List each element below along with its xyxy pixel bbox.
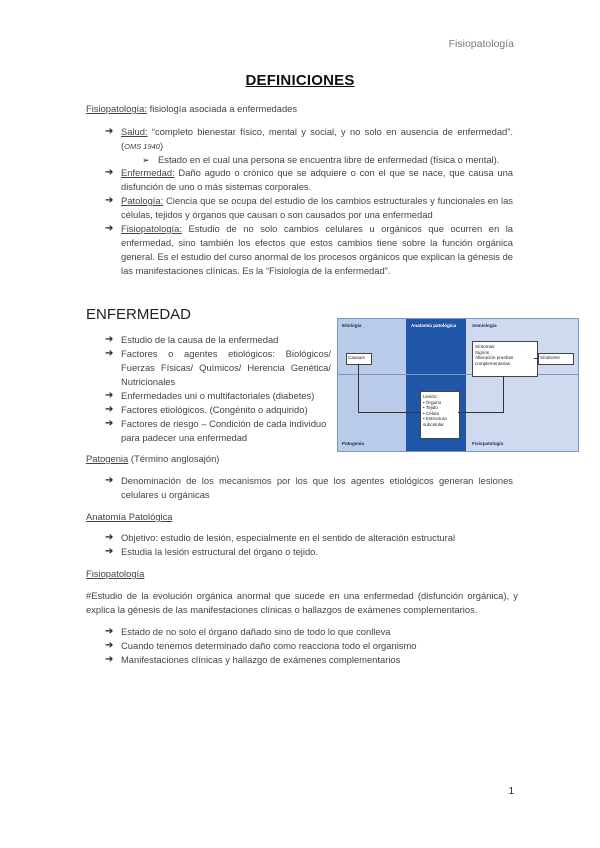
term: Patología: <box>121 195 164 206</box>
causa-box: Causa/s <box>346 353 372 365</box>
box-line: Síntomas <box>475 344 495 349</box>
arrow-icon: ➔ <box>105 404 114 415</box>
item-text: Estudio de la causa de la enfermedad <box>121 334 279 345</box>
connector-line <box>534 358 538 359</box>
patogenia-item <box>105 474 513 502</box>
salud-item <box>105 125 513 154</box>
fisiopatologia-paragraph: #Estudio de la evolución orgánica anormal que sucede en una enfermedad (disfunción orgánica), y explica la génesis de las manifestaciones clínicas o hallazgos de exámenes complementarios. <box>86 590 518 615</box>
source: OMS 1940 <box>124 142 160 151</box>
item-text: Manifestaciones clínicas y hallazgo de exámenes complementarios <box>121 654 401 665</box>
enfermedad-heading: ENFERMEDAD <box>86 306 192 323</box>
definition-text: Daño agudo o crónico que se adquiere o con el que se nace, que causa una disfunción de uno o más sistemas corporales. <box>121 167 513 192</box>
heading-note: (Término anglosajón) <box>128 453 220 464</box>
anatomia-label: Anatomía patológica <box>411 323 457 328</box>
connector-line <box>503 376 504 413</box>
arrow-icon: ➔ <box>105 532 114 543</box>
connector-line <box>358 364 359 412</box>
arrow-icon: ➔ <box>105 223 114 234</box>
page-header: Fisiopatología <box>448 38 514 50</box>
arrow-icon: ➔ <box>105 334 114 345</box>
box-line: • Célula <box>423 410 439 416</box>
box-line: • Órgano <box>423 399 442 405</box>
item-text: Factores o agentes etiológicos: Biológicos/ Fuerzas Físicas/ Químicos/ Herencia Genética/ Nutricionales <box>121 348 331 387</box>
semiologia-column <box>466 319 578 451</box>
anatomia-item <box>105 531 513 545</box>
item-text: Denominación de los mecanismos por los que los agentes etiológicos generan lesiones celulares u orgánicas <box>121 475 513 500</box>
enfermedad-item <box>105 166 513 194</box>
semiologia-label: Semiología <box>472 323 497 328</box>
item-text: Factores etiológicos. (Congénito o adquirido) <box>121 404 308 415</box>
fisiopatologia-definition <box>86 102 297 116</box>
term: Fisiopatología: <box>86 103 147 114</box>
definition-text: “completo bienestar físico, mental y social, y no solo en ausencia de enfermedad”. ( <box>121 126 513 151</box>
box-line: Signos <box>475 349 490 355</box>
page-number: 1 <box>508 786 514 797</box>
arrow-icon: ➔ <box>105 167 114 178</box>
box-line: • Estructura <box>423 416 447 422</box>
fisio-item <box>105 653 513 667</box>
box-line: complementarias <box>475 360 510 366</box>
box-line: • Tejido <box>423 405 438 411</box>
heading-text: Patogenia <box>86 453 129 464</box>
arrow-icon: ➔ <box>105 126 114 137</box>
enf-item <box>105 403 331 417</box>
etiologia-label: Etiología <box>342 323 362 328</box>
triangle-icon: ➢ <box>142 155 150 165</box>
divider <box>338 374 578 375</box>
close-paren: ) <box>159 140 164 151</box>
arrow-icon: ➔ <box>105 348 114 359</box>
arrow-icon: ➔ <box>105 546 114 557</box>
salud-sub-item <box>142 153 518 167</box>
arrow-icon: ➔ <box>105 475 114 486</box>
disease-diagram <box>337 318 579 452</box>
anatomia-item <box>105 545 513 559</box>
enf-item <box>105 333 331 347</box>
connector-line <box>458 412 503 413</box>
term: Fisiopatología: <box>121 223 182 234</box>
fisiopatologia-heading: Fisiopatología <box>86 568 145 579</box>
lesion-box <box>420 391 460 439</box>
definition-text: fisiología asociada a enfermedades <box>146 103 298 114</box>
fisio-item <box>105 639 513 653</box>
box-line: subcelular <box>423 421 444 427</box>
arrow-icon: ➔ <box>105 626 114 637</box>
definition-text: Ciencia que se ocupa del estudio de los cambios estructurales y funcionales en las células, tejidos y órganos que causan o son causados por una enfermedad <box>121 195 513 220</box>
patologia-item <box>105 194 513 222</box>
anatomia-heading: Anatomía Patológica <box>86 511 173 522</box>
fisiopatologia-label: Fisiopatología <box>472 441 504 446</box>
item-text: Cuando tenemos determinado daño como reacciona todo el organismo <box>121 640 417 651</box>
item-text: Enfermedades uni o multifactoriales (diabetes) <box>121 390 315 401</box>
connector-line <box>358 412 420 413</box>
enf-item <box>105 417 331 445</box>
item-text: Factores de riesgo – Condición de cada individuo para padecer una enfermedad <box>121 418 327 443</box>
arrow-icon: ➔ <box>105 418 114 429</box>
sindrome-box: Síndrome <box>538 353 574 365</box>
box-line: Lesión: <box>423 394 438 399</box>
sub-text: Estado en el cual una persona se encuentra libre de enfermedad (física o mental). <box>158 154 500 165</box>
fisio-item <box>105 625 513 639</box>
arrow-icon: ➔ <box>105 654 114 665</box>
term: Salud: <box>121 126 148 137</box>
enf-item <box>105 347 331 389</box>
item-text: Estudia la lesión estructural del órgano o tejido. <box>121 546 318 557</box>
patogenia-label: Patogenia <box>342 441 364 446</box>
enf-item <box>105 389 331 403</box>
arrow-icon: ➔ <box>105 640 114 651</box>
arrow-icon: ➔ <box>105 390 114 401</box>
patogenia-heading <box>86 452 219 466</box>
box-line: Alteración pruebas <box>475 355 514 361</box>
definition-text: Estudio de no solo cambios celulares u orgánicos que ocurren en la enfermedad, sino también los efectos que estos cambios tiene sobre la función orgánica general. Es el estudio del curso anormal de los procesos orgánicos que explican la génesis de las manifestaciones clínicas. Es la “Fisiología de la enfermedad”. <box>121 223 513 276</box>
semiologia-box <box>472 341 538 377</box>
term: Enfermedad: <box>121 167 175 178</box>
item-text: Objetivo: estudio de lesión, especialmente en el sentido de alteración estructural <box>121 532 456 543</box>
arrow-icon: ➔ <box>105 195 114 206</box>
item-text: Estado de no solo el órgano dañado sino de todo lo que conlleva <box>121 626 391 637</box>
document-title: DEFINICIONES <box>245 72 355 89</box>
fisiopatologia-item <box>105 222 513 278</box>
